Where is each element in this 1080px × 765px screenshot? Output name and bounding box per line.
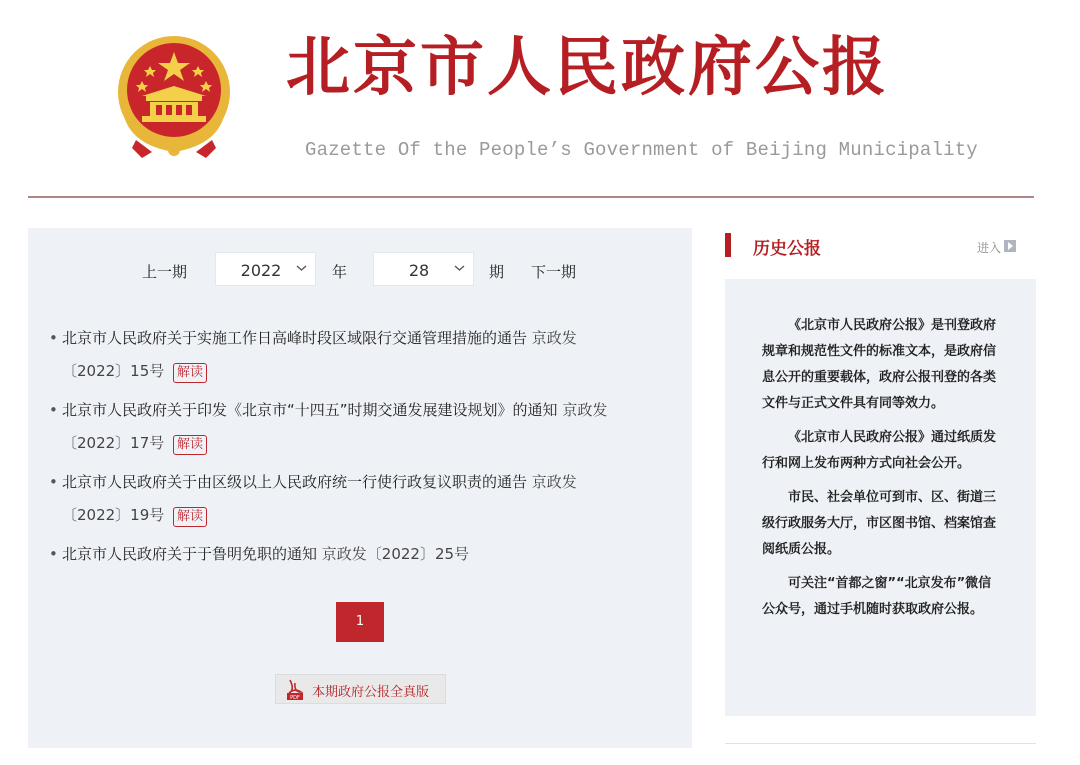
full-edition-pdf-button[interactable] [275, 674, 446, 704]
bullet-icon: • [49, 545, 58, 563]
sidebar-paragraph: 《北京市人民政府公报》是刊登政府规章和规范性文件的标准文本，是政府信息公开的重要载体，政府公报刊登的各类文件与正式文件具有同等效力。 [762, 318, 997, 411]
document-title-link[interactable]: 北京市人民政府关于印发《北京市“十四五”时期交通发展建设规划》的通知 [62, 401, 558, 419]
interpretation-button[interactable]: 解读 [173, 507, 207, 527]
sidebar-accent-bar [725, 233, 731, 257]
bullet-icon: • [49, 473, 58, 491]
previous-issue-link[interactable]: 上一期 [142, 263, 188, 281]
document-number: 〔2022〕19号 [62, 506, 165, 524]
interpretation-button[interactable]: 解读 [173, 363, 207, 383]
issue-unit-label: 期 [489, 263, 505, 281]
sidebar-header [724, 230, 1036, 260]
chevron-down-icon [454, 263, 465, 273]
list-item [48, 322, 668, 388]
year-select-value: 2022 [240, 261, 282, 280]
sidebar-divider [725, 743, 1036, 744]
issue-select-value: 28 [408, 261, 430, 280]
list-item [48, 538, 668, 571]
document-number: 〔2022〕17号 [62, 434, 165, 452]
document-number: 〔2022〕15号 [62, 362, 165, 380]
sidebar-title: 历史公报 [753, 239, 821, 259]
page-1-button[interactable]: 1 [336, 602, 384, 642]
header-divider [28, 196, 1034, 198]
chevron-down-icon [296, 263, 307, 273]
issue-navigator [0, 252, 720, 288]
site-title: 北京市人民政府公报 [286, 30, 889, 105]
sidebar-paragraph: 可关注“首都之窗”“北京发布”微信公众号，通过手机随时获取政府公报。 [762, 576, 992, 617]
site-header [0, 0, 1080, 200]
document-number: 京政发 [562, 401, 608, 419]
year-unit-label: 年 [332, 263, 348, 281]
document-title-link[interactable]: 北京市人民政府关于实施工作日高峰时段区域限行交通管理措施的通告 [62, 329, 528, 347]
arrow-right-icon[interactable] [1004, 240, 1016, 252]
document-title-link[interactable]: 北京市人民政府关于由区级以上人民政府统一行使行政复议职责的通告 [62, 473, 528, 491]
bullet-icon: • [49, 329, 58, 347]
issue-number-select[interactable] [373, 252, 474, 286]
pdf-button-label: 本期政府公报全真版 [312, 685, 430, 700]
interpretation-button[interactable]: 解读 [173, 435, 207, 455]
sidebar-paragraph: 《北京市人民政府公报》通过纸质发行和网上发布两种方式向社会公开。 [762, 430, 997, 471]
history-enter-link[interactable]: 进入 [977, 241, 1002, 255]
sidebar-paragraph: 市民、社会单位可到市、区、街道三级行政服务大厅，市区图书馆、档案馆查阅纸质公报。 [762, 490, 997, 557]
document-number: 京政发〔2022〕25号 [321, 545, 470, 563]
bullet-icon: • [49, 401, 58, 419]
list-item [48, 466, 668, 532]
national-emblem-icon [112, 34, 236, 160]
sidebar-info-panel [725, 279, 1036, 716]
year-select[interactable] [215, 252, 316, 286]
list-item [48, 394, 668, 460]
document-number: 京政发 [531, 329, 577, 347]
next-issue-link[interactable]: 下一期 [531, 263, 577, 281]
document-number: 京政发 [531, 473, 577, 491]
document-list [48, 322, 668, 577]
pdf-icon-text: PDF [290, 695, 300, 700]
site-subtitle: Gazette Of the People’s Government of Beijing Municipality [305, 139, 978, 161]
sidebar-description [762, 313, 1002, 631]
pdf-icon [286, 678, 304, 700]
document-title-link[interactable]: 北京市人民政府关于于鲁明免职的通知 [62, 545, 318, 563]
